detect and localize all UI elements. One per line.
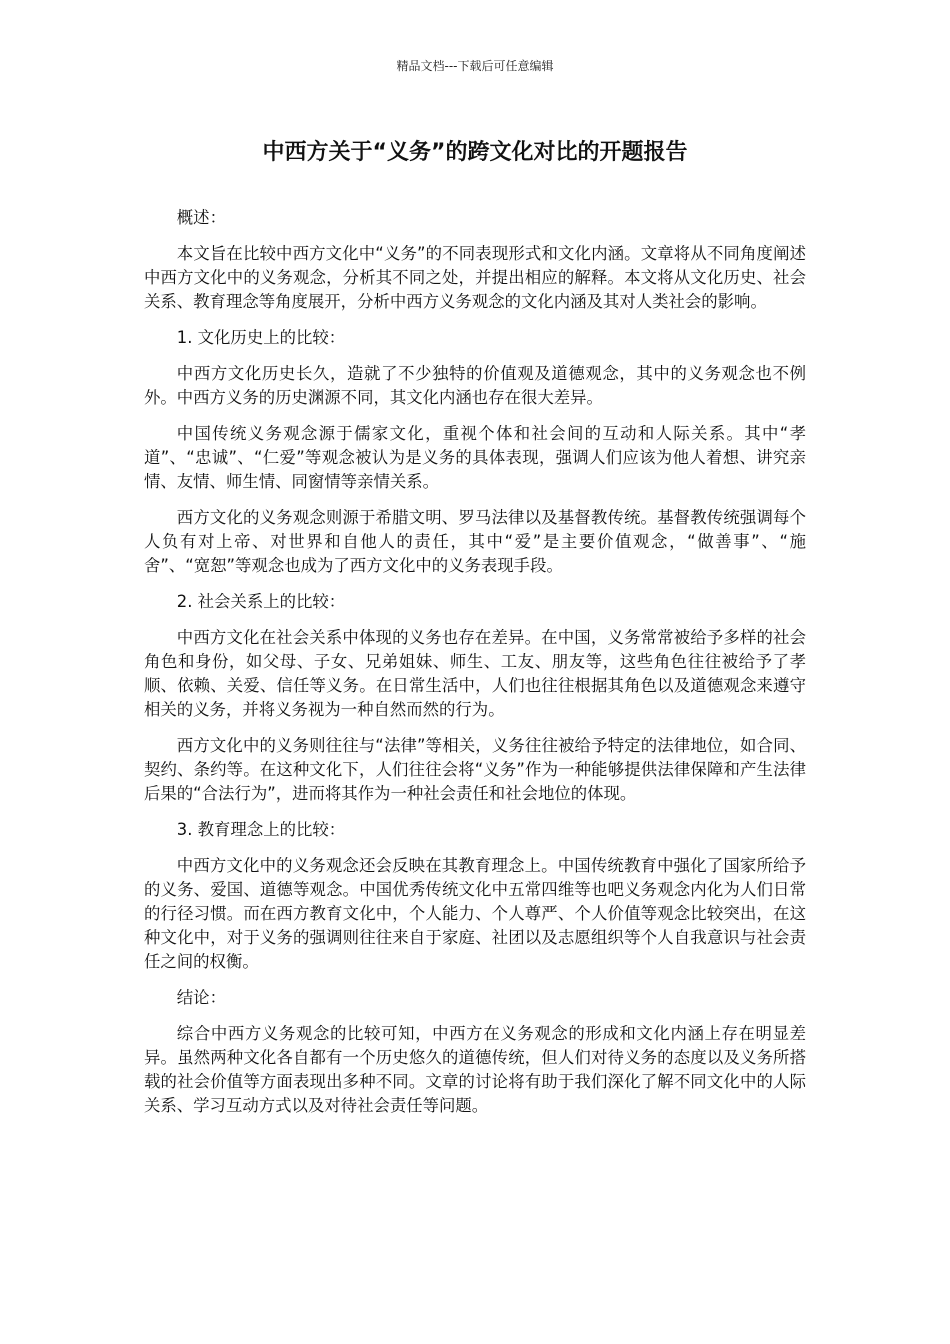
paragraph: 本文旨在比较中西方文化中“义务”的不同表现形式和文化内涵。文章将从不同角度阐述中西方文化中的义务观念，分析其不同之处，并提出相应的解释。本文将从文化历史、社会关系、教育理念等角度展开，分析中西方义务观念的文化内涵及其对人类社会的影响。 (144, 244, 806, 311)
section-heading-conclusion: 结论： (176, 988, 226, 1007)
paragraph: 西方文化的义务观念则源于希腊文明、罗马法律以及基督教传统。基督教传统强调每个人负有对上帝、对世界和自他人的责任，其中“爱”是主要价值观念，“做善事”、“施舍”、“宽恕”等观念也成为了西方文化中的义务表现手段。 (144, 508, 806, 575)
section-heading-social: 2. 社会关系上的比较： (176, 592, 346, 611)
document-title: 中西方关于“义务”的跨文化对比的开题报告 (262, 140, 688, 165)
header-note: 精品文档---下载后可任意编辑 (396, 59, 554, 73)
paragraph: 中西方文化中的义务观念还会反映在其教育理念上。中国传统教育中强化了国家所给予的义务、爱国、道德等观念。中国优秀传统文化中五常四维等也吧义务观念内化为人们日常的行径习惯。而在西方教育文化中，个人能力、个人尊严、个人价值等观念比较突出，在这种文化中，对于义务的强调则往往来自于家庭、社团以及志愿组织等个人自我意识与社会责任之间的权衡。 (144, 856, 806, 971)
paragraph: 中西方文化历史长久，造就了不少独特的价值观及道德观念，其中的义务观念也不例外。中西方义务的历史渊源不同，其文化内涵也存在很大差异。 (144, 364, 806, 407)
paragraph: 综合中西方义务观念的比较可知，中西方在义务观念的形成和文化内涵上存在明显差异。虽然两种文化各自都有一个历史悠久的道德传统，但人们对待义务的态度以及义务所搭载的社会价值等方面表现出多种不同。文章的讨论将有助于我们深化了解不同文化中的人际关系、学习互动方式以及对待社会责任等问题。 (144, 1024, 806, 1115)
paragraph: 中西方文化在社会关系中体现的义务也存在差异。在中国，义务常常被给予多样的社会角色和身份，如父母、子女、兄弟姐妹、师生、工友、朋友等，这些角色往往被给予了孝顺、依赖、关爱、信任等义务。在日常生活中，人们也往往根据其角色以及道德观念来遵守相关的义务，并将义务视为一种自然而然的行为。 (144, 628, 806, 719)
document-body (144, 206, 806, 1130)
paragraph: 中国传统义务观念源于儒家文化，重视个体和社会间的互动和人际关系。其中“孝道”、“忠诚”、“仁爱”等观念被认为是义务的具体表现，强调人们应该为他人着想、讲究亲情、友情、师生情、同窗情等亲情关系。 (144, 424, 806, 491)
section-heading-overview: 概述： (176, 208, 226, 227)
paragraph: 西方文化中的义务则往往与“法律”等相关，义务往往被给予特定的法律地位，如合同、契约、条约等。在这种文化下，人们往往会将“义务”作为一种能够提供法律保障和产生法律后果的“合法行为”，进而将其作为一种社会责任和社会地位的体现。 (144, 736, 806, 803)
section-heading-history: 1. 文化历史上的比较： (176, 328, 346, 347)
section-heading-education: 3. 教育理念上的比较： (176, 820, 346, 839)
